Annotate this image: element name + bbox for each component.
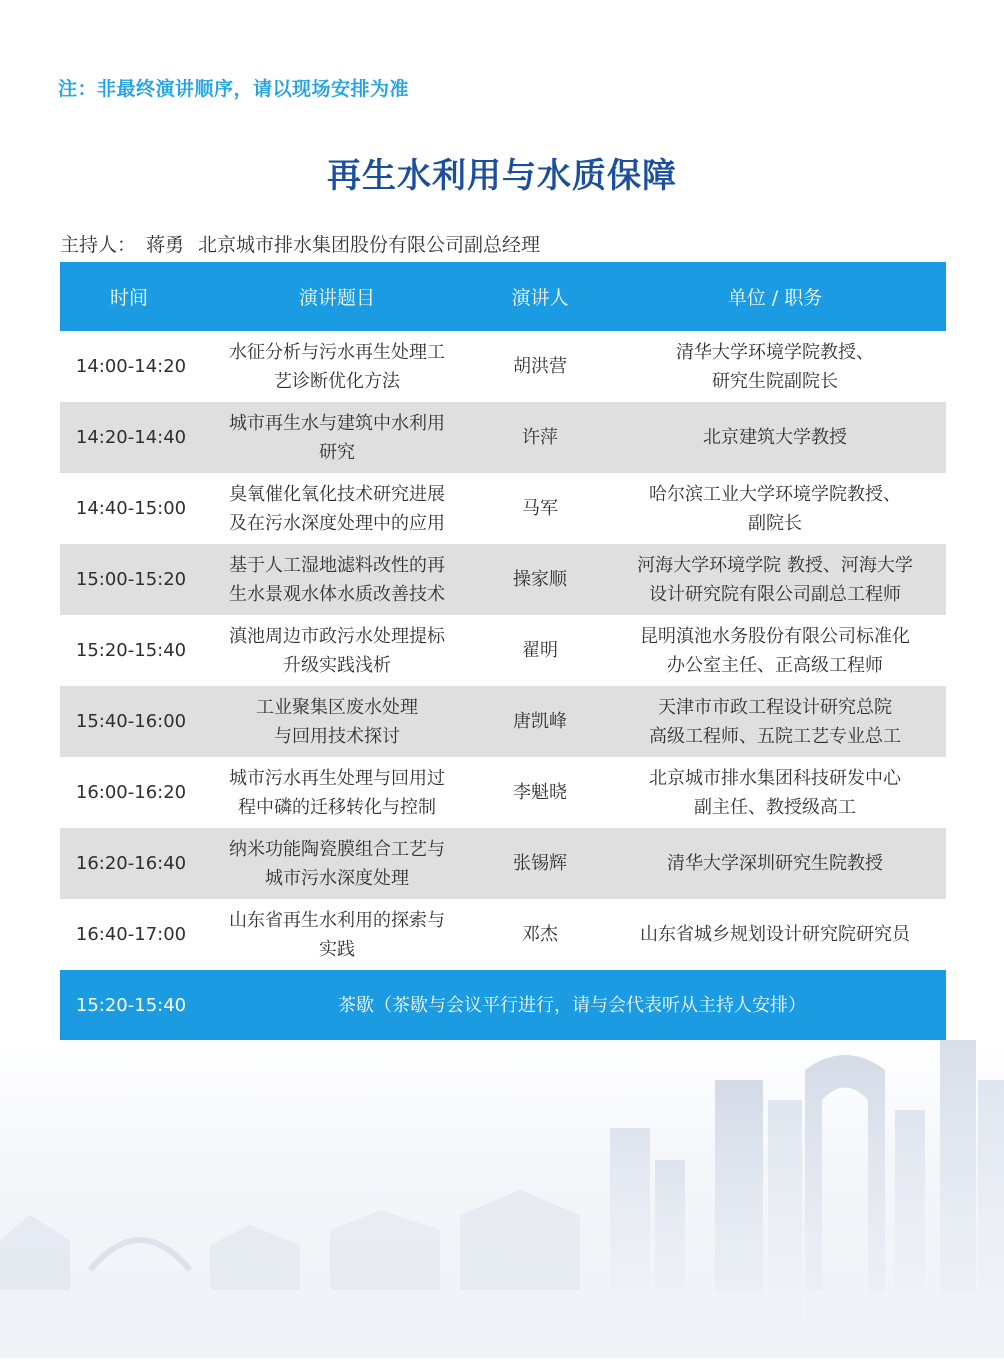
topic-cell-line: 实践: [319, 938, 355, 960]
table-row: [60, 686, 946, 757]
speaker-cell: 许萍: [476, 402, 604, 473]
topic-cell-line: 城市再生水与建筑中水利用: [229, 412, 445, 434]
agenda-note: 注：非最终演讲顺序，请以现场安排为准: [58, 78, 410, 100]
time-cell: 16:40-17:00: [60, 899, 198, 970]
host-line: [60, 230, 540, 257]
organization-cell-line: 哈尔滨工业大学环境学院教授、: [649, 483, 901, 505]
topic-cell-line: 纳米功能陶瓷膜组合工艺与: [229, 838, 445, 860]
topic-cell-line: 山东省再生水利用的探索与: [229, 909, 445, 931]
topic-cell-line: 滇池周边市政污水处理提标: [229, 625, 445, 647]
organization-cell-line: 天津市市政工程设计研究总院: [658, 696, 892, 718]
time-cell: 16:00-16:20: [60, 757, 198, 828]
tea-break-row: [60, 970, 946, 1040]
break-text-cell: 茶歇（茶歇与会议平行进行，请与会代表听从主持人安排）: [198, 970, 946, 1040]
table-row: [60, 544, 946, 615]
organization-cell-line: 北京建筑大学教授: [703, 427, 847, 448]
speaker-cell: 胡洪营: [476, 331, 604, 402]
topic-cell-line: 研究: [319, 441, 355, 463]
table-header-row: [60, 262, 946, 331]
speaker-cell: 唐凯峰: [476, 686, 604, 757]
topic-cell: [198, 473, 476, 544]
organization-cell-line: 副院长: [748, 512, 802, 534]
topic-cell-line: 城市污水深度处理: [265, 867, 409, 889]
header-topic: 演讲题目: [198, 262, 476, 331]
organization-cell-line: 河海大学环境学院 教授、河海大学: [637, 554, 913, 576]
table-row: [60, 828, 946, 899]
speaker-cell: 张锡辉: [476, 828, 604, 899]
header-speaker: 演讲人: [476, 262, 604, 331]
topic-cell: [198, 828, 476, 899]
topic-cell-line: 及在污水深度处理中的应用: [229, 512, 445, 534]
time-cell: 16:20-16:40: [60, 828, 198, 899]
topic-cell-line: 水征分析与污水再生处理工: [229, 341, 445, 363]
topic-cell: [198, 899, 476, 970]
topic-cell-line: 基于人工湿地滤料改性的再: [229, 554, 445, 576]
time-cell: 15:40-16:00: [60, 686, 198, 757]
organization-cell-line: 北京城市排水集团科技研发中心: [649, 767, 901, 789]
speaker-cell: 操家顺: [476, 544, 604, 615]
table-row: [60, 899, 946, 970]
topic-cell: [198, 615, 476, 686]
topic-cell-line: 艺诊断优化方法: [274, 370, 400, 392]
organization-cell-line: 山东省城乡规划设计研究院研究员: [640, 924, 910, 945]
city-skyline-background: [0, 1040, 1004, 1358]
topic-cell-line: 程中磷的迁移转化与控制: [238, 796, 436, 818]
time-cell: 14:00-14:20: [60, 331, 198, 402]
time-cell: 14:20-14:40: [60, 402, 198, 473]
organization-cell-line: 副主任、教授级高工: [694, 796, 856, 818]
topic-cell: [198, 757, 476, 828]
skyline-illustration: [0, 1040, 1004, 1358]
host-title: 北京城市排水集团股份有限公司副总经理: [198, 234, 541, 256]
break-time-cell: 15:20-15:40: [60, 970, 198, 1040]
speaker-cell: 邓杰: [476, 899, 604, 970]
topic-cell-line: 臭氧催化氧化技术研究进展: [229, 483, 445, 505]
speaker-cell: 马军: [476, 473, 604, 544]
topic-cell-line: 生水景观水体水质改善技术: [229, 583, 445, 605]
topic-cell: [198, 402, 476, 473]
organization-cell: [604, 899, 946, 970]
session-title: 再生水利用与水质保障: [327, 156, 677, 196]
topic-cell-line: 城市污水再生处理与回用过: [229, 767, 445, 789]
organization-cell: [604, 686, 946, 757]
organization-cell: [604, 331, 946, 402]
organization-cell-line: 设计研究院有限公司副总工程师: [649, 583, 901, 605]
organization-cell: [604, 828, 946, 899]
host-label: 主持人：: [60, 234, 137, 256]
topic-cell: [198, 331, 476, 402]
organization-cell: [604, 544, 946, 615]
agenda-table: [60, 262, 946, 1040]
speaker-cell: 李魁晓: [476, 757, 604, 828]
agenda-body: [60, 331, 946, 1040]
table-row: [60, 757, 946, 828]
table-row: [60, 331, 946, 402]
organization-cell-line: 昆明滇池水务股份有限公司标准化: [640, 625, 910, 647]
topic-cell-line: 工业聚集区废水处理: [256, 696, 418, 718]
topic-cell-line: 升级实践浅析: [283, 654, 391, 676]
header-organization: 单位 / 职务: [604, 262, 946, 331]
organization-cell-line: 研究生院副院长: [712, 370, 838, 392]
table-row: [60, 402, 946, 473]
host-name: 蒋勇: [146, 234, 185, 256]
organization-cell-line: 清华大学环境学院教授、: [676, 341, 874, 363]
topic-cell: [198, 544, 476, 615]
time-cell: 14:40-15:00: [60, 473, 198, 544]
organization-cell-line: 高级工程师、五院工艺专业总工: [649, 725, 901, 747]
organization-cell-line: 清华大学深圳研究生院教授: [667, 853, 883, 874]
topic-cell-line: 与回用技术探讨: [274, 725, 400, 747]
table-row: [60, 615, 946, 686]
time-cell: 15:00-15:20: [60, 544, 198, 615]
time-cell: 15:20-15:40: [60, 615, 198, 686]
organization-cell-line: 办公室主任、正高级工程师: [667, 654, 883, 676]
organization-cell: [604, 402, 946, 473]
table-row: [60, 473, 946, 544]
topic-cell: [198, 686, 476, 757]
organization-cell: [604, 615, 946, 686]
speaker-cell: 翟明: [476, 615, 604, 686]
organization-cell: [604, 473, 946, 544]
header-time: 时间: [60, 262, 198, 331]
organization-cell: [604, 757, 946, 828]
